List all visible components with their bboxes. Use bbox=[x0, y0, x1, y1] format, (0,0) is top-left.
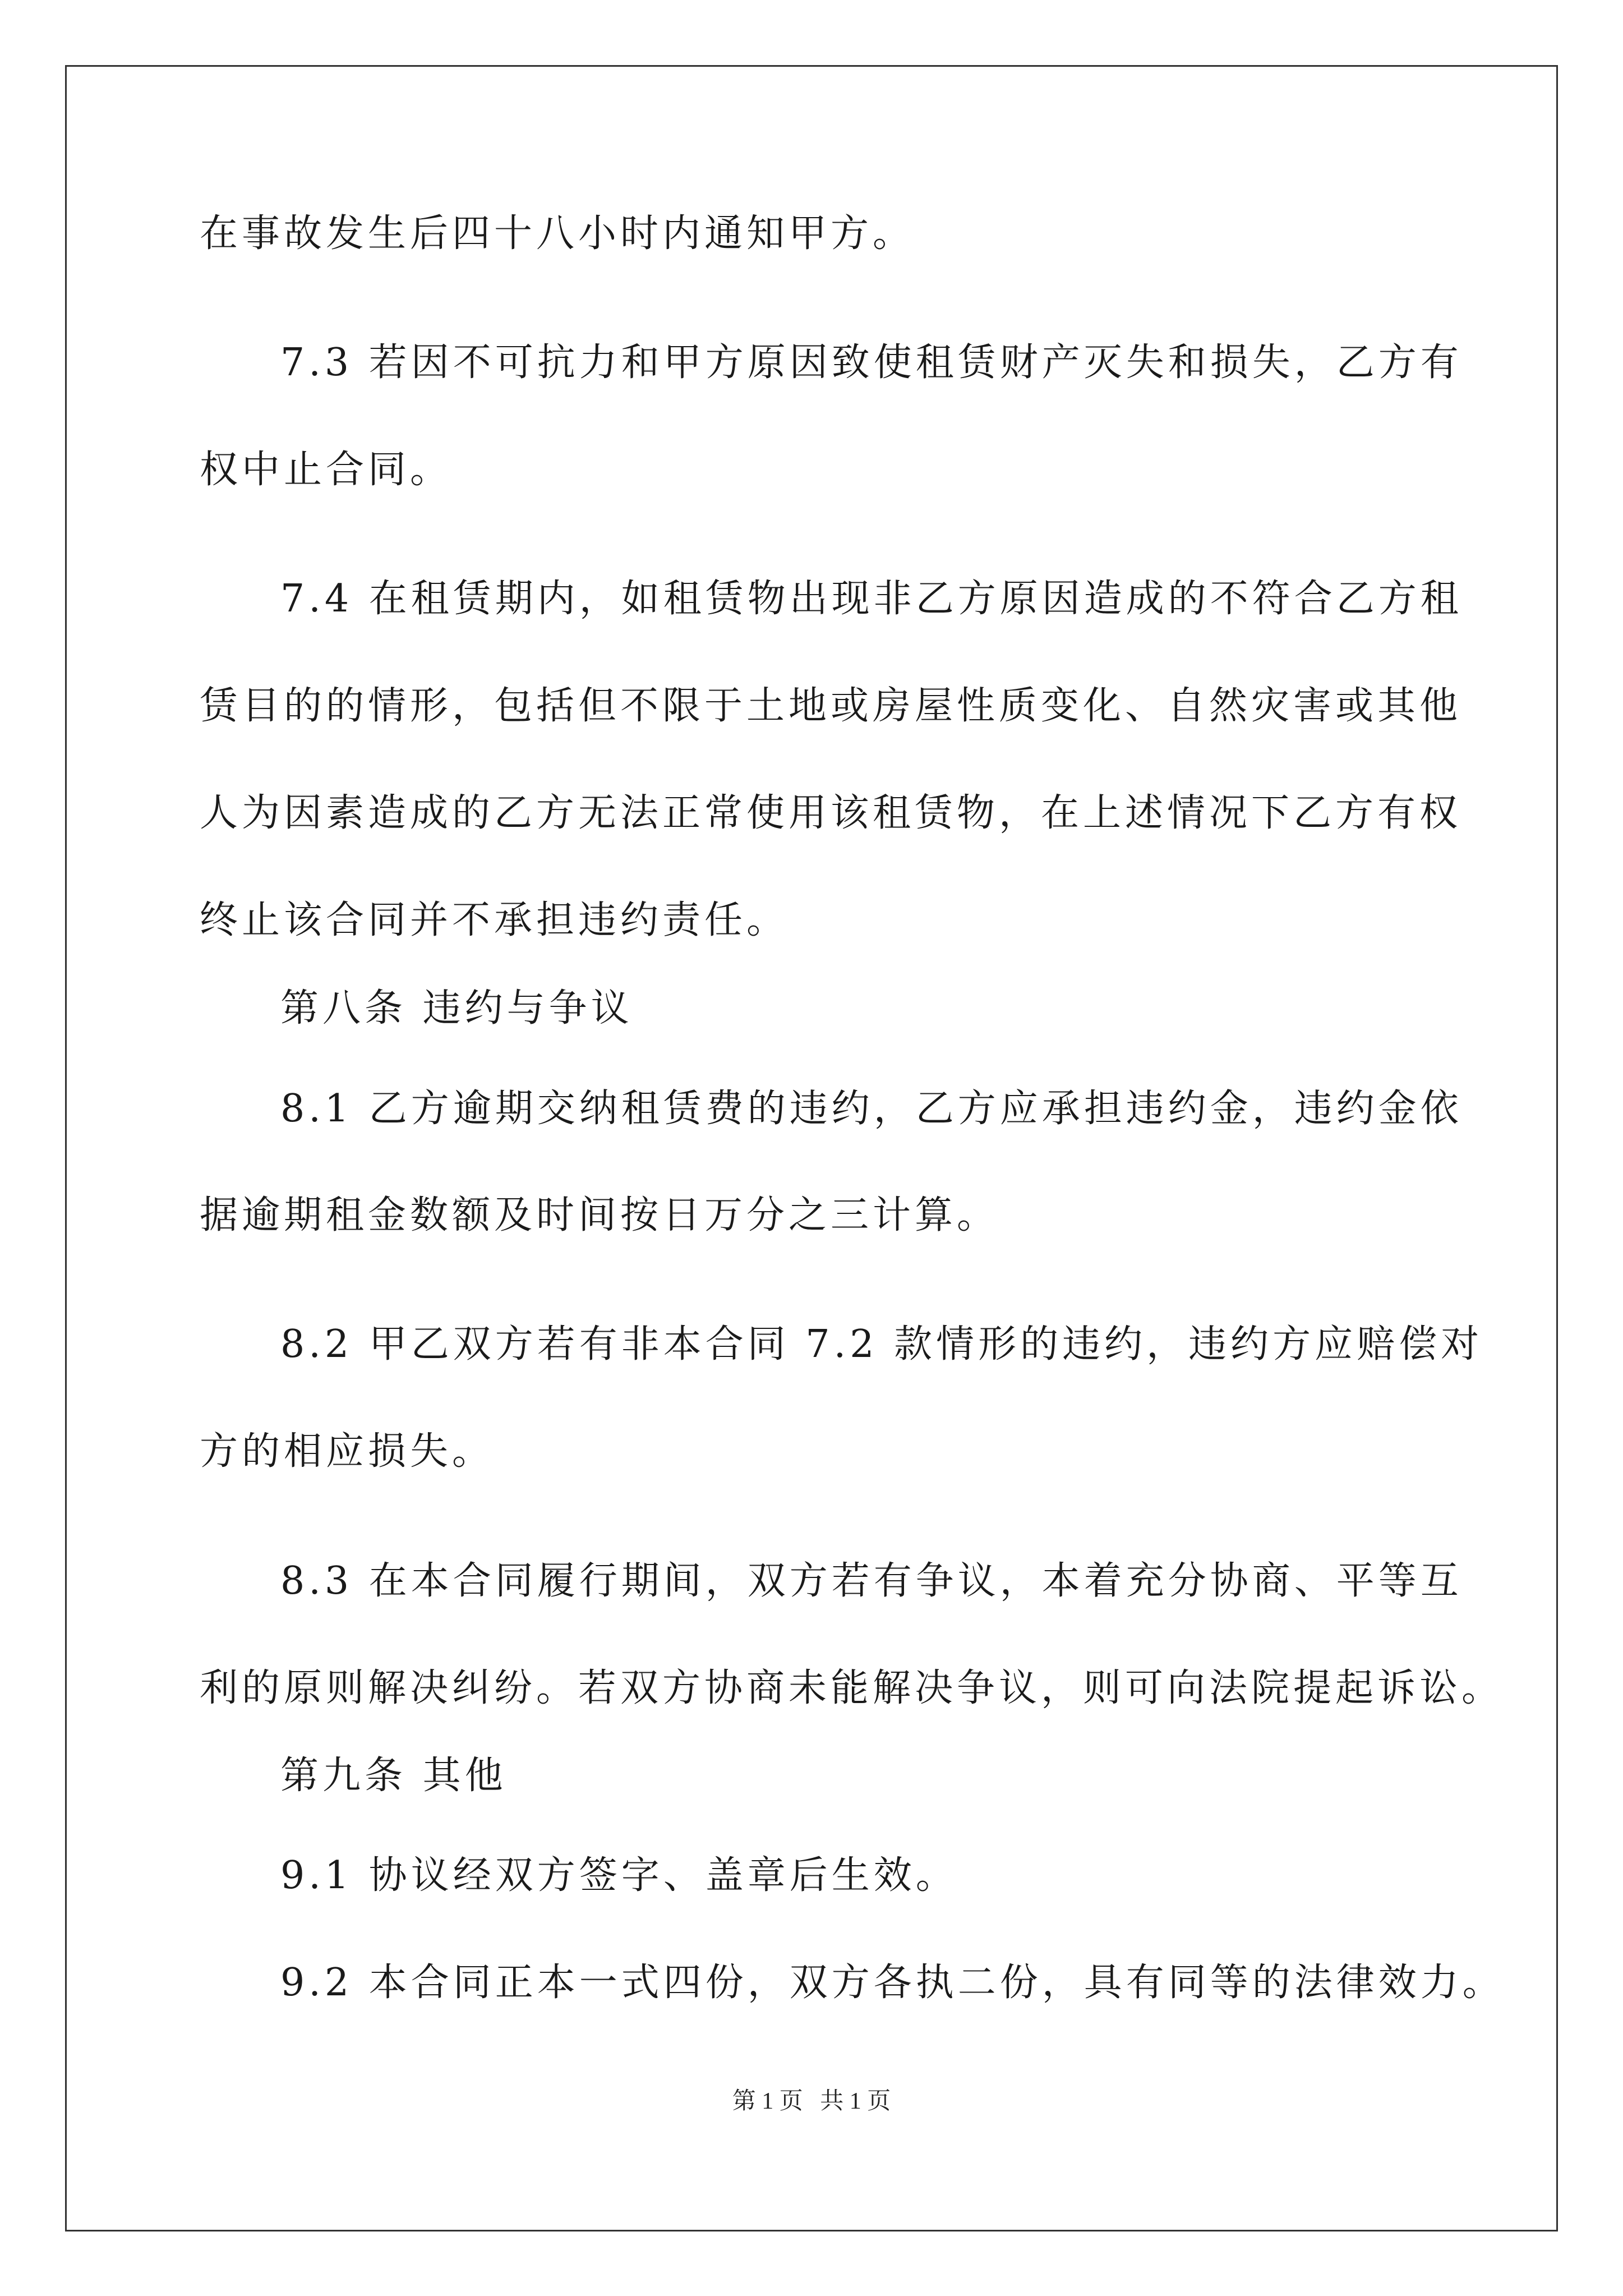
paragraph-line: 赁目的的情形，包括但不限于土地或房屋性质变化、自然灾害或其他 bbox=[200, 684, 1462, 728]
paragraph-line: 在事故发生后四十八小时内通知甲方。 bbox=[200, 211, 915, 256]
paragraph-line: 8.3 在本合同履行期间，双方若有争议，本着充分协商、平等互 bbox=[280, 1559, 1463, 1603]
section-heading: 第九条 其他 bbox=[280, 1754, 507, 1798]
paragraph-line: 7.4 在租赁期内，如租赁物出现非乙方原因造成的不符合乙方租 bbox=[280, 577, 1463, 621]
section-heading: 第八条 违约与争议 bbox=[280, 986, 633, 1030]
paragraph-line: 方的相应损失。 bbox=[200, 1429, 495, 1474]
paragraph-line: 9.1 协议经双方签字、盖章后生效。 bbox=[280, 1853, 958, 1898]
paragraph-line: 终止该合同并不承担违约责任。 bbox=[200, 898, 789, 942]
paragraph-line: 8.1 乙方逾期交纳租赁费的违约，乙方应承担违约金，违约金依 bbox=[280, 1087, 1463, 1131]
paragraph-line: 人为因素造成的乙方无法正常使用该租赁物，在上述情况下乙方有权 bbox=[200, 791, 1462, 835]
paragraph-line: 权中止合同。 bbox=[200, 448, 453, 492]
paragraph-line: 7.3 若因不可抗力和甲方原因致使租赁财产灭失和损失，乙方有 bbox=[280, 341, 1463, 385]
page-border bbox=[65, 65, 1558, 2231]
paragraph-line: 9.2 本合同正本一式四份，双方各执二份，具有同等的法律效力。 bbox=[280, 1961, 1505, 2005]
page-number: 第 1 页 bbox=[732, 2088, 803, 2114]
paragraph-line: 据逾期租金数额及时间按日万分之三计算。 bbox=[200, 1193, 999, 1237]
paragraph-line: 8.2 甲乙双方若有非本合同 7.2 款情形的违约，违约方应赔偿对 bbox=[280, 1322, 1483, 1366]
page-total: 共 1 页 bbox=[820, 2088, 891, 2114]
page-footer bbox=[0, 2082, 1623, 2116]
paragraph-line: 利的原则解决纠纷。若双方协商未能解决争议，则可向法院提起诉讼。 bbox=[200, 1666, 1504, 1710]
